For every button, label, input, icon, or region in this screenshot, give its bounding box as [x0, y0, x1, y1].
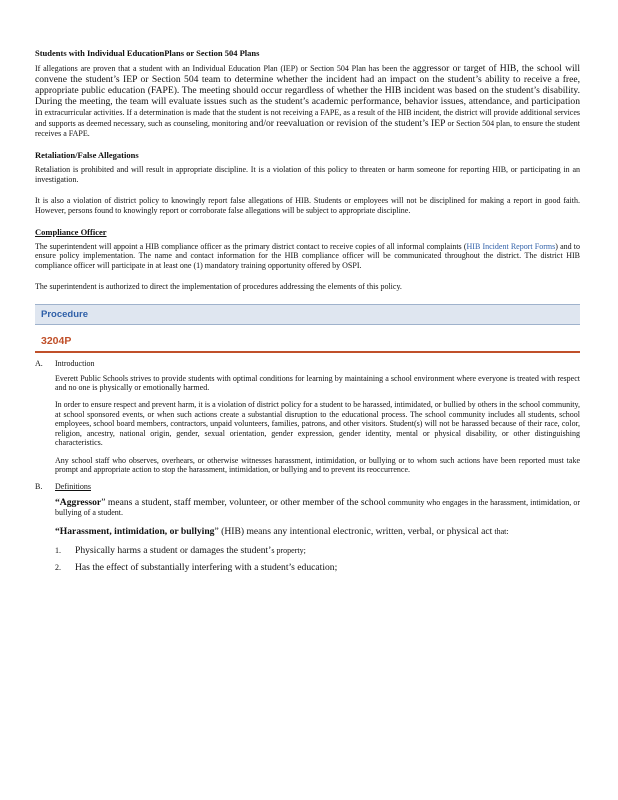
- paragraph-iep-504: If allegations are proven that a student with an Individual Education Plan (IEP) or Section 504 Plan has been the aggressor or target of HIB, the school will convene the student’s IEP or Section 504 team to determine whether the incident had an impact on the student’s ability to receive a free, appropriate public education (FAPE). The meeting should occur regardless of whether the HIB incident was based on the student’s disability. During the meeting, the team will evaluate issues such as the student’s academic performance, behavior issues, attendance, and participation in extracurricular activities. If a determination is made that the student is not receiving a FAPE, as a result of the HIB incident, the district will provide additional services and supports as deemed necessary, such as counseling, monitoring and/or reevaluation or revision of the student’s IEP or Section 504 plan, to ensure the student receives a FAPE.: [35, 63, 580, 138]
- section-a-body: [55, 374, 580, 475]
- definition-hib: “Harassment, intimidation, or bullying” (HIB) means any intentional electronic, written, verbal, or physical act that:: [55, 525, 509, 537]
- section-heading-iep-504: Students with Individual EducationPlans or Section 504 Plans: [35, 48, 260, 58]
- list-item: 2. Has the effect of substantially interfering with a student’s education;: [55, 561, 338, 573]
- document-page: [35, 48, 580, 579]
- procedure-bar: [35, 304, 580, 325]
- divider: [35, 351, 580, 353]
- hib-incident-report-forms-link[interactable]: HIB Incident Report Forms: [466, 242, 556, 252]
- section-a-heading: A. Introduction: [35, 358, 95, 368]
- procedure-label: Procedure: [41, 308, 88, 320]
- section-heading-compliance-officer: Compliance Officer: [35, 227, 107, 238]
- list-item: 1. Physically harms a student or damages the student’s property;: [55, 544, 306, 556]
- paragraph-introduction-1: Everett Public Schools strives to provide students with optimal conditions for learning by maintaining a school environment where everyone is treated with respect and no one is physically or emotionally harmed.: [55, 373, 580, 393]
- paragraph-compliance-officer: The superintendent will appoint a HIB compliance officer as the primary district contact to receive copies of all informal complaints (HIB Incident Report Forms) and to ensure policy implementation. The name and contact information for the HIB compliance officer will be communicated throughout the district. The district HIB compliance officer will participate in at least one (1) mandatory training opportunity offered by OSPI.: [35, 242, 581, 270]
- paragraph-false-allegations: It is also a violation of district policy to knowingly report false allegations of HIB. Students or employees will not be disciplined for making a report in good faith. However, persons found to knowingly report or corroborate false allegations will be subject to appropriate discipline.: [35, 196, 580, 215]
- paragraph-introduction-2: In order to ensure respect and prevent harm, it is a violation of district policy for a student to be harassed, intimidated, or bullied by others in the school community, at school sponsored events, or when such actions create a substantial disruption to the educational process. The school community includes all students, school employees, school board members, contractors, unpaid volunteers, families, patrons, and other visitors. Student(s) will not be harassed because of their race, color, religion, ancestry, national origin, gender, sexual orientation, gender expression, gender identity, mental or physical disability, or other distinguishing characteristics.: [55, 400, 580, 448]
- paragraph-superintendent: The superintendent is authorized to direct the implementation of procedures addressing the elements of this policy.: [35, 282, 402, 292]
- paragraph-introduction-3: Any school staff who observes, overhears, or otherwise witnesses harassment, intimidation, or bullying or to whom such actions have been reported must take prompt and appropriate action to stop the harassment, intimidation, or bullying and to prevent its reoccurrence.: [55, 455, 580, 474]
- section-heading-retaliation: Retaliation/False Allegations: [35, 150, 139, 161]
- section-b-heading: B. Definitions: [35, 482, 91, 492]
- procedure-number: 3204P: [41, 334, 72, 347]
- section-b-body: [55, 497, 580, 536]
- paragraph-retaliation: Retaliation is prohibited and will result in appropriate discipline. It is a violation of this policy to threaten or harm someone for reporting HIB, or participating in an investigation.: [35, 165, 580, 184]
- definition-aggressor: “Aggressor” means a student, staff member, volunteer, or other member of the school community who engages in the harassment, intimidation, or bullying of a student.: [55, 497, 580, 518]
